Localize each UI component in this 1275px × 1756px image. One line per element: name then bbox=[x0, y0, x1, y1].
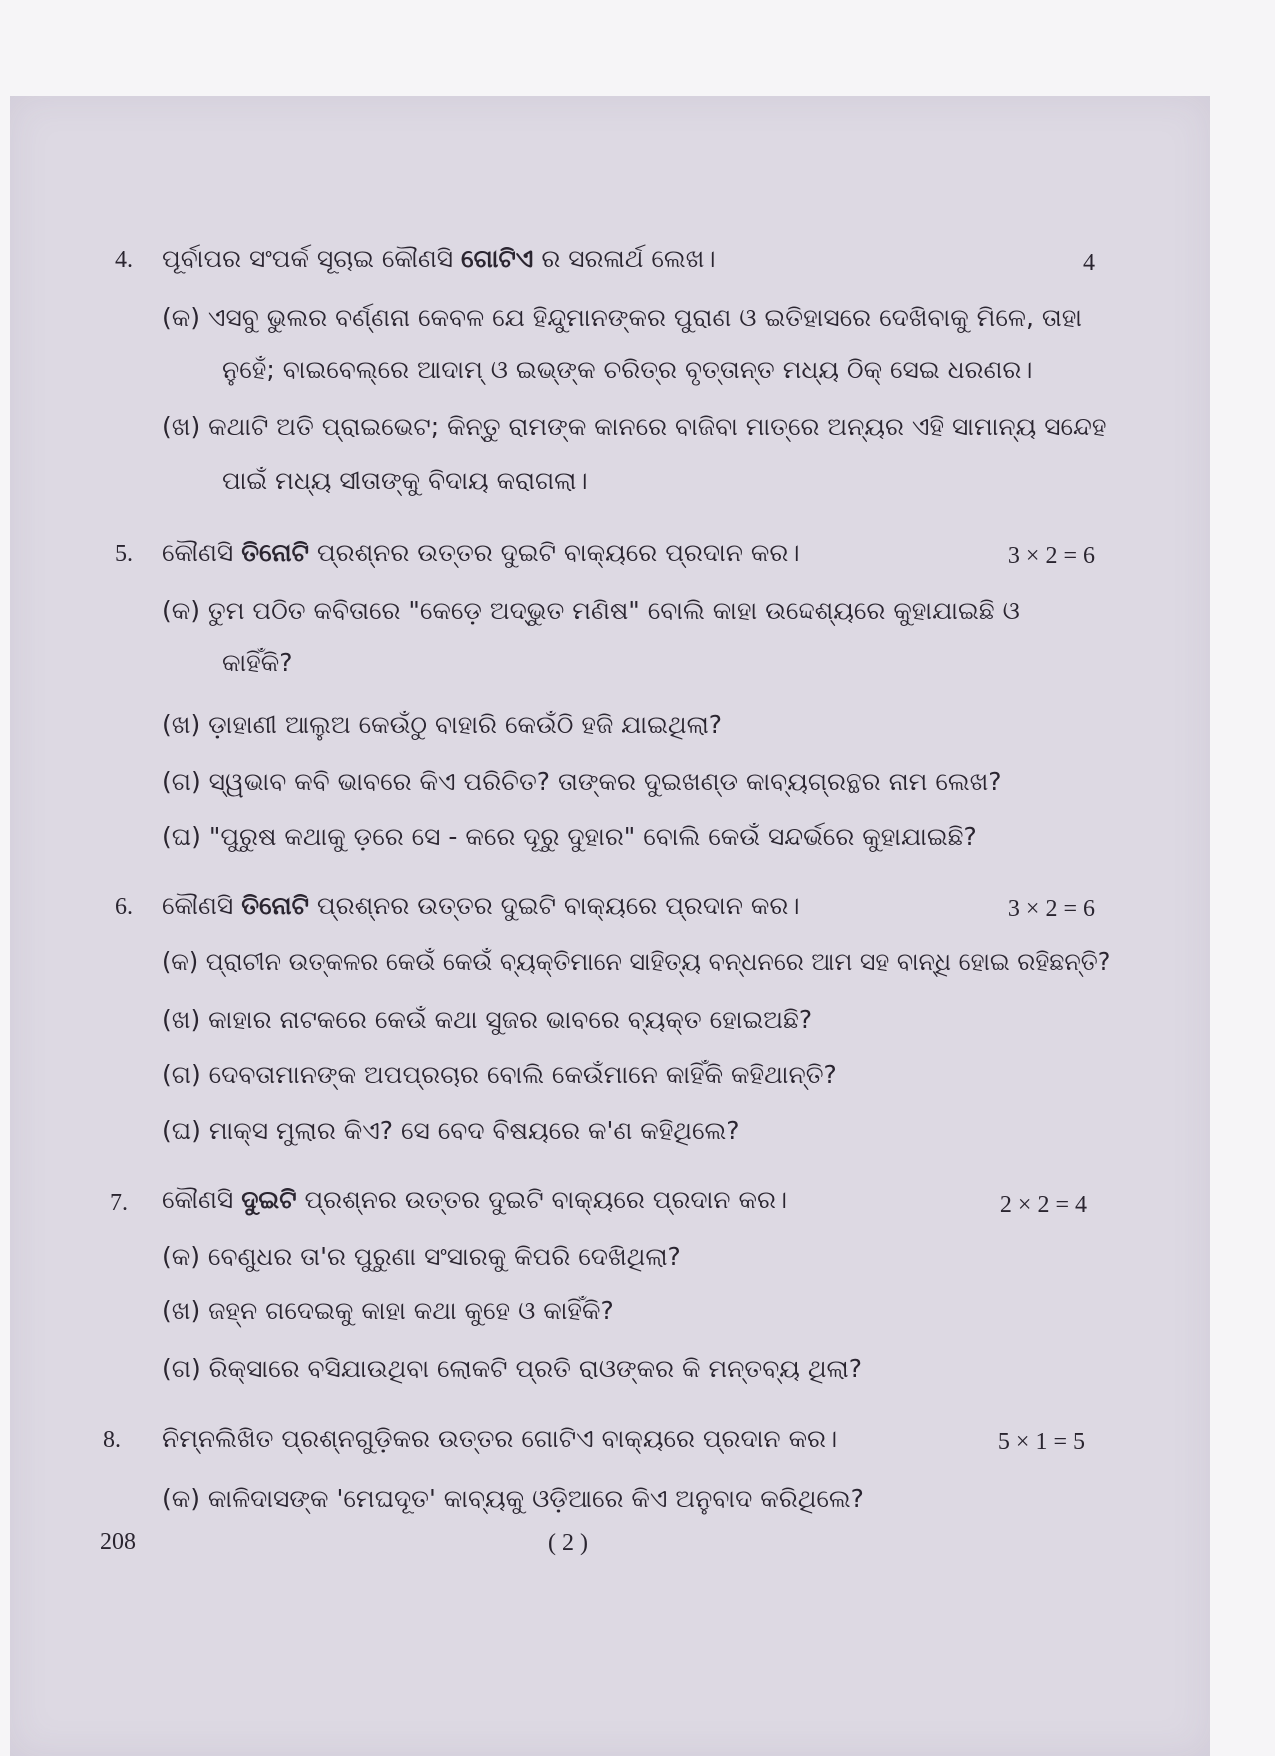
question-4-option-a-line-2: ନୁହେଁ; ବାଇବେଲ୍‌ରେ ଆଦାମ୍ ଓ ଇଭ୍‌ଙ୍କ ଚରିତ୍ର ବୃତ୍ତାନ୍ତ ମଧ୍ୟ ଠିକ୍ ସେଇ ଧରଣର। bbox=[222, 355, 1033, 384]
question-5-number: 5. bbox=[115, 541, 133, 567]
question-8-marks: 5 × 1 = 5 bbox=[997, 1429, 1085, 1455]
question-6-option-b: (ଖ) କାହାର ନାଟକରେ କେଉଁ କଥା ସୁଜର ଭାବରେ ବ୍ୟକ୍ତ ହୋଇଅଛି? bbox=[162, 1005, 813, 1034]
question-4-marks: 4 bbox=[1083, 250, 1095, 276]
question-7-prompt: କୌଣସି ଦୁଇଟି ପ୍ରଶ୍ନର ଉତ୍ତର ଦୁଇଟି ବାକ୍ୟରେ ପ୍ରଦାନ କର। bbox=[162, 1185, 788, 1214]
question-6-prompt: କୌଣସି ତିନୋଟି ପ୍ରଶ୍ନର ଉତ୍ତର ଦୁଇଟି ବାକ୍ୟରେ ପ୍ରଦାନ କର। bbox=[162, 891, 800, 920]
page-number: ( 2 ) bbox=[548, 1530, 588, 1556]
question-4-number: 4. bbox=[115, 247, 133, 273]
question-8-option-a: (କ) କାଳିଦାସଙ୍କ 'ମେଘଦୂତ' କାବ୍ୟକୁ ଓଡ଼ିଆରେ କିଏ ଅନୁବାଦ କରିଥିଲେ? bbox=[162, 1484, 864, 1513]
question-6-number: 6. bbox=[115, 894, 133, 920]
question-7-option-a: (କ) ବେଣୁଧର ତା'ର ପୁରୁଣା ସଂସାରକୁ କିପରି ଦେଖିଥିଲା? bbox=[162, 1242, 681, 1271]
question-6-option-a: (କ) ପ୍ରାଚୀନ ଉତ୍କଳର କେଉଁ କେଉଁ ବ୍ୟକ୍ତିମାନେ ସାହିତ୍ୟ ବନ୍ଧନରେ ଆମ ସହ ବାନ୍ଧି ହୋଇ ରହିଛନ୍ତି? bbox=[162, 947, 1111, 976]
question-6-option-d: (ଘ) ମାକ୍ସ ମୁଲାର କିଏ? ସେ ବେଦ ବିଷୟରେ କ'ଣ କହିଥିଲେ? bbox=[162, 1116, 740, 1145]
question-5-option-d: (ଘ) "ପୁରୁଷ କଥାକୁ ଡ଼ରେ ସେ - କରେ ଦୂରୁ ଦୁହାର" ବୋଲି କେଉଁ ସନ୍ଦର୍ଭରେ କୁହାଯାଇଛି? bbox=[162, 822, 977, 851]
question-5-option-a-line-1: (କ) ତୁମ ପଠିତ କବିତାରେ "କେଡ଼େ ଅଦ୍ଭୁତ ମଣିଷ" ବୋଲି କାହା ଉଦ୍ଦେଶ୍ୟରେ କୁହାଯାଇଛି ଓ bbox=[162, 596, 1020, 625]
question-7-option-c: (ଗ) ରିକ୍ସାରେ ବସିଯାଉଥିବା ଲୋକଟି ପ୍ରତି ରାଓଙ୍କର କି ମନ୍ତବ୍ୟ ଥିଲା? bbox=[162, 1354, 863, 1383]
paper-code: 208 bbox=[100, 1529, 136, 1555]
question-4-option-b-line-2: ପାଇଁ ମଧ୍ୟ ସୀତାଙ୍କୁ ବିଦାୟ କରାଗଲା। bbox=[222, 466, 588, 495]
question-5-prompt: କୌଣସି ତିନୋଟି ପ୍ରଶ୍ନର ଉତ୍ତର ଦୁଇଟି ବାକ୍ୟରେ ପ୍ରଦାନ କର। bbox=[162, 538, 800, 567]
question-7-marks: 2 × 2 = 4 bbox=[999, 1192, 1087, 1218]
question-4-prompt: ପୂର୍ବାପର ସଂପର୍କ ସୂଚାଇ କୌଣସି ଗୋଟିଏ ର ସରଳାର୍ଥ ଲେଖ। bbox=[162, 244, 716, 273]
question-8-prompt: ନିମ୍ନଲିଖିତ ପ୍ରଶ୍ନଗୁଡ଼ିକର ଉତ୍ତର ଗୋଟିଏ ବାକ୍ୟରେ ପ୍ରଦାନ କର। bbox=[162, 1424, 838, 1453]
question-8-number: 8. bbox=[103, 1427, 121, 1453]
question-7-option-b: (ଖ) ଜହ୍ନ ଗଦେଇକୁ କାହା କଥା କୁହେ ଓ କାହିଁକି? bbox=[162, 1296, 614, 1325]
question-5-option-a-line-2: କାହିଁକି? bbox=[222, 648, 293, 677]
question-4-option-b-line-1: (ଖ) କଥାଟି ଅତି ପ୍ରାଇଭେଟ; କିନ୍ତୁ ରାମଙ୍କ କାନରେ ବାଜିବା ମାତ୍ରେ ଅନ୍ୟର ଏହି ସାମାନ୍ୟ ସନ୍ଦେହ bbox=[162, 412, 1107, 441]
question-5-marks: 3 × 2 = 6 bbox=[1007, 543, 1095, 569]
question-7-number: 7. bbox=[110, 1190, 128, 1216]
question-6-option-c: (ଗ) ଦେବତାମାନଙ୍କ ଅପପ୍ରଚାର ବୋଲି କେଉଁମାନେ କାହିଁକି କହିଥାନ୍ତି? bbox=[162, 1060, 837, 1089]
question-6-marks: 3 × 2 = 6 bbox=[1007, 896, 1095, 922]
question-4-option-a-line-1: (କ) ଏସବୁ ଭୁଲର ବର୍ଣ୍ଣନା କେବଳ ଯେ ହିନ୍ଦୁମାନଙ୍କର ପୁରାଣ ଓ ଇତିହାସରେ ଦେଖିବାକୁ ମିଳେ, ତାହା bbox=[162, 303, 1082, 332]
question-5-option-c: (ଗ) ସ୍ୱଭାବ କବି ଭାବରେ କିଏ ପରିଚିତ? ତାଙ୍କର ଦୁଇଖଣ୍ଡ କାବ୍ୟଗ୍ରନ୍ଥର ନାମ ଲେଖ? bbox=[162, 767, 1002, 796]
question-5-option-b: (ଖ) ଡ଼ାହାଣୀ ଆଲୁଅ କେଉଁଠୁ ବାହାରି କେଉଁଠି ହଜି ଯାଇଥିଲା? bbox=[162, 710, 723, 739]
